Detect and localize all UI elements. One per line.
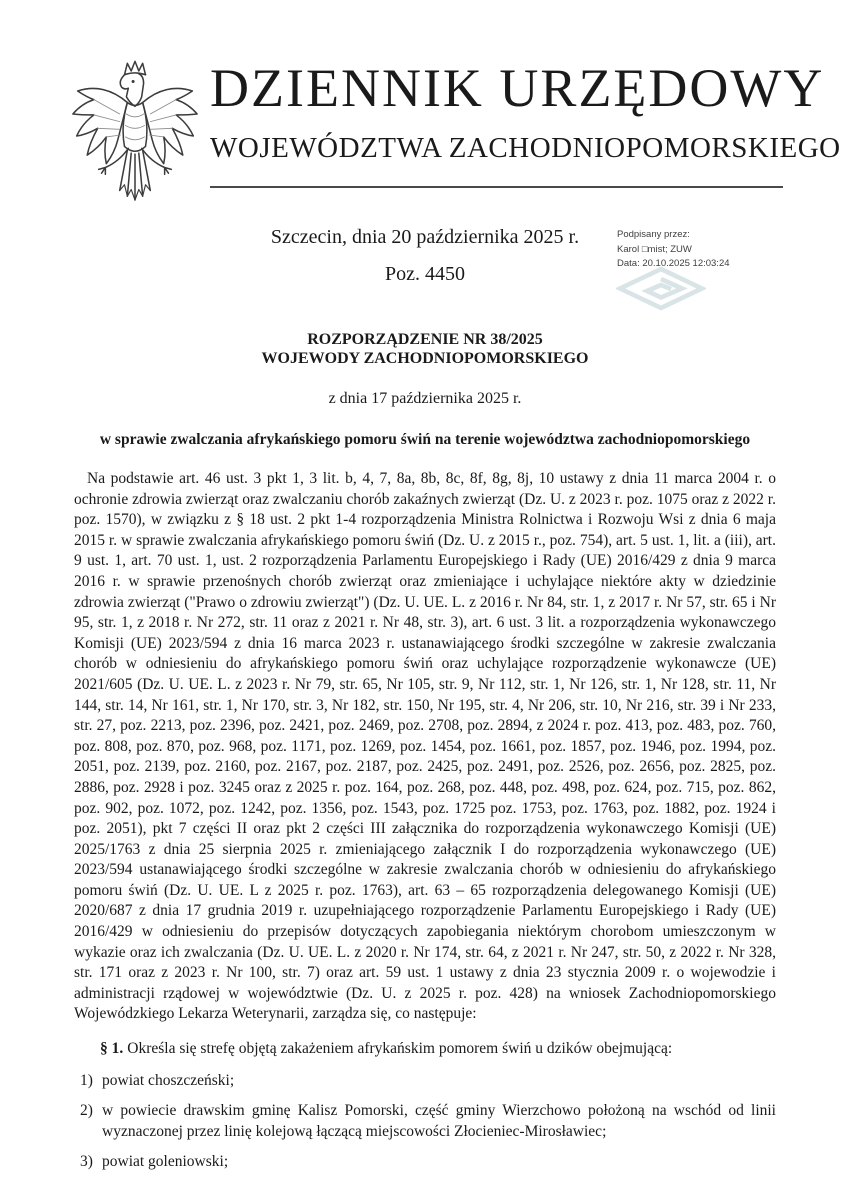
act-title-line2: WOJEWODY ZACHODNIOPOMORSKIEGO	[261, 350, 589, 368]
preamble-paragraph: Na podstawie art. 46 ust. 3 pkt 1, 3 lit. b, 4, 7, 8a, 8b, 8c, 8f, 8g, 8j, 10 ustawy z dnia 11 marca 2004 r. o ochronie zdrowia zwierząt oraz zwalczaniu chorób zakaźnych zwierząt (Dz. U. z 2023 r. poz. 1075 oraz z 2022 r. poz. 1570), w związku z § 18 ust. 2 pkt 1-4 rozporządzenia Ministra Rolnictwa i Rozwoju Wsi z dnia 6 maja 2015 r. w sprawie zwalczania afrykańskiego pomoru świń (Dz. U. z 2015 r., poz. 754), art. 5 ust. 1, lit. a (iii), art. 9 ust. 1, art. 70 ust. 1, ust. 2 rozporządzenia Parlamentu Europejskiego i Rady (UE) 2016/429 z dnia 9 marca 2016 r. w sprawie przenośnych chorób zwierząt oraz zmieniające i uchylające niektóre akty w dziedzinie zdrowia zwierząt ("Prawo o zdrowiu zwierząt") (Dz. U. UE. L. z 2016 r. Nr 84, str. 1, z 2017 r. Nr 57, str. 65 i Nr 95, str. 1, z 2018 r. Nr 272, str. 11 oraz z 2021 r. Nr 48, str. 3), art. 6 ust. 3 lit. a rozporządzenia wykonawczego Komisji (UE) 2023/594 z dnia 16 marca 2023 r. ustanawiającego środki szczególne w zakresie zwalczania chorób w odniesieniu do afrykańskiego pomoru świń oraz uchylające rozporządzenie wykonawcze (UE) 2021/605 (Dz. U. UE. L. z 2023 r. Nr 79, str. 65, Nr 105, str. 9, Nr 112, str. 1, Nr 126, str. 1, Nr 128, str. 11, Nr 144, str. 14, Nr 161, str. 1, Nr 170, str. 3, Nr 182, str. 150, Nr 195, str. 4, Nr 206, str. 10, Nr 216, str. 39 i Nr 233, str. 27, poz. 2213, poz. 2396, poz. 2421, poz. 2469, poz. 2708, poz. 2894, z 2024 r. poz. 413, poz. 483, poz. 760, poz. 808, poz. 870, poz. 968, poz. 1171, poz. 1269, poz. 1454, poz. 1661, poz. 1857, poz. 1946, poz. 1994, poz. 2051, poz. 2139, poz. 2160, poz. 2167, poz. 2187, poz. 2425, poz. 2491, poz. 2526, poz. 2656, poz. 2825, poz. 2886, poz. 2928 i poz. 3245 oraz z 2025 r. poz. 164, poz. 268, poz. 448, poz. 498, poz. 624, poz. 715, poz. 862, poz. 902, poz. 1072, poz. 1242, poz. 1356, poz. 1543, poz. 1725 poz. 1753, poz. 1763, poz. 1882, poz. 1924 i poz. 2051), pkt 7 części II oraz pkt 2 części III załącznika do rozporządzenia wykonawczego Komisji (UE) 2025/1763 z dnia 25 sierpnia 2025 r. zmieniającego załącznik I do rozporządzenia wykonawczego (UE) 2023/594 ustanawiającego środki szczególne w zakresie zwalczania chorób w odniesieniu do afrykańskiego pomoru świń (Dz. U. UE. L z 2025 r. poz. 1763), art. 63 – 65 rozporządzenia delegowanego Komisji (UE) 2020/687 z dnia 17 grudnia 2019 r. uzupełniającego rozporządzenie Parlamentu Europejskiego i Rady (UE) 2016/429 w odniesieniu do przepisów dotyczących zapobiegania niektórym chorobom umieszczonym w wykazie oraz ich zwalczania (Dz. U. UE. L. z 2020 r. Nr 174, str. 64, z 2021 r. Nr 247, str. 50, z 2022 r. Nr 328, str. 171 oraz z 2023 r. Nr 100, str. 7) oraz art. 59 ust. 1 ustawy z dnia 23 stycznia 2009 r. o wojewodzie i administracji rządowej w województwie (Dz. U. z 2025 r. poz. 428) na wniosek Zachodniopomorskiego Wojewódzkiego Lekarza Weterynarii, zarządza się, co następuje:	[74, 470, 776, 1023]
list-item-marker: 1)	[80, 1071, 93, 1089]
list-item-marker: 3)	[80, 1153, 93, 1171]
list-item	[80, 1101, 776, 1142]
list-item-text: powiat choszczeński;	[102, 1071, 235, 1089]
list-item-text: powiat goleniowski;	[102, 1153, 229, 1171]
position-number: Poz. 4450	[385, 263, 465, 285]
polish-eagle-emblem-icon	[70, 55, 200, 215]
signed-by-label: Podpisany przez:	[617, 229, 690, 240]
act-heading	[75, 330, 775, 449]
act-body	[74, 469, 776, 1183]
act-date-line: z dnia 17 października 2025 r.	[328, 390, 522, 408]
signer-name: Karol □mist; ZUW	[617, 243, 692, 255]
list-item	[80, 1071, 776, 1092]
zone-list	[74, 1071, 776, 1173]
place-date-line: Szczecin, dnia 20 października 2025 r.	[270, 226, 580, 248]
gazette-title: DZIENNIK URZĘDOWY	[210, 58, 825, 118]
list-item	[80, 1152, 776, 1173]
list-item-marker: 2)	[80, 1102, 93, 1120]
gazette-subtitle: WOJEWÓDZTWA ZACHODNIOPOMORSKIEGO	[210, 132, 841, 165]
masthead	[210, 58, 841, 188]
masthead-divider	[210, 186, 783, 188]
section-1-label: § 1.	[100, 1040, 124, 1058]
act-title-line1: ROZPORZĄDZENIE NR 38/2025	[307, 331, 543, 348]
section-1-text: Określa się strefę objętą zakażeniem afrykańskim pomorem świń u dzików obejmującą:	[127, 1040, 673, 1058]
signature-date: Data: 20.10.2025 12:03:24	[617, 258, 730, 270]
act-subject-line: w sprawie zwalczania afrykańskiego pomoru świń na terenie województwa zachodniopomorskiego	[99, 431, 751, 449]
list-item-text: w powiecie drawskim gminę Kalisz Pomorski, część gminy Wierzchowo położoną na wschód od linii wyznaczonej przez linię kolejową łączącą miejscowości Złocieniec-Mirosławiec;	[102, 1102, 776, 1140]
section-1-paragraph	[74, 1039, 776, 1060]
